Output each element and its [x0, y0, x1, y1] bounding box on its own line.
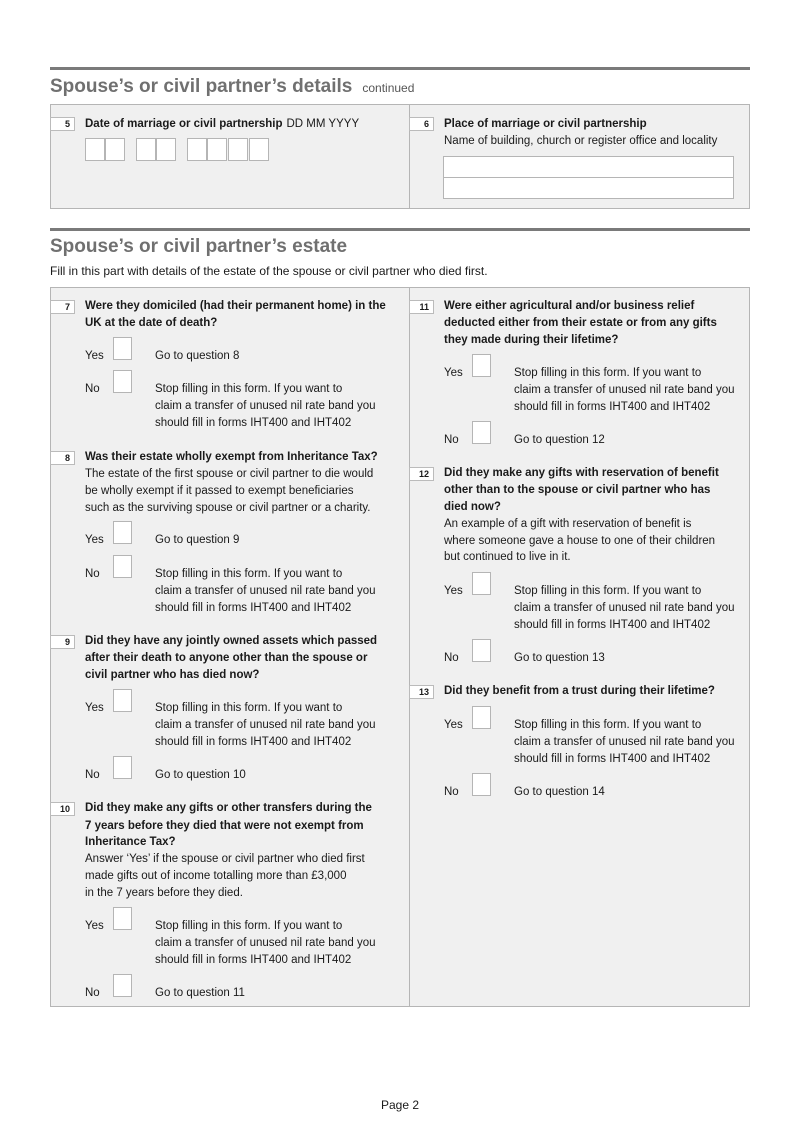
- q9-yes-instruction-1: Stop filling in this form. If you want to: [155, 702, 343, 714]
- q10-yes-instruction-3: should fill in forms IHT400 and IHT402: [155, 954, 352, 966]
- q12-sub-2: where someone gave a house to one of their children: [444, 535, 716, 547]
- no-label: No: [85, 383, 100, 395]
- date-day-digit-1[interactable]: [85, 138, 105, 161]
- question-number: 13: [409, 685, 434, 699]
- q6-sublabel: Name of building, church or register office and locality: [444, 135, 718, 147]
- q9-no-checkbox[interactable]: [113, 756, 132, 779]
- date-month-digit-1[interactable]: [136, 138, 156, 161]
- place-input-line-2[interactable]: [443, 177, 734, 199]
- q9-line-3: civil partner who has died now?: [85, 669, 260, 681]
- q13-no-checkbox[interactable]: [472, 773, 491, 796]
- no-label: No: [85, 769, 100, 781]
- q11-yes-instruction-2: claim a transfer of unused nil rate band you: [514, 384, 735, 396]
- question-number: 12: [409, 467, 434, 481]
- q9-line-2: after their death to anyone other than the spouse or: [85, 652, 368, 664]
- q5-label: [85, 116, 359, 133]
- q12-sub-1: An example of a gift with reservation of benefit is: [444, 518, 692, 530]
- question-number: 7: [50, 300, 75, 314]
- q12-no-instruction: Go to question 13: [514, 652, 605, 664]
- q10-sub-2: made gifts out of income totalling more than £3,000: [85, 870, 347, 882]
- q11-no-checkbox[interactable]: [472, 421, 491, 444]
- q8-sub-1: The estate of the first spouse or civil partner to die would: [85, 468, 374, 480]
- no-label: No: [85, 987, 100, 999]
- yes-label: Yes: [444, 719, 463, 731]
- q13-no-instruction: Go to question 14: [514, 786, 605, 798]
- no-label: No: [444, 434, 459, 446]
- q11-line-3: they made during their lifetime?: [444, 334, 619, 346]
- section-title-estate: Spouse’s or civil partner’s estate: [50, 236, 348, 257]
- no-label: No: [444, 786, 459, 798]
- q8-yes-checkbox[interactable]: [113, 521, 132, 544]
- q13-line-1: Did they benefit from a trust during their lifetime?: [444, 685, 715, 697]
- page-number: Page 2: [380, 1098, 420, 1112]
- q10-line-3: Inheritance Tax?: [85, 836, 176, 848]
- q9-yes-instruction-3: should fill in forms IHT400 and IHT402: [155, 736, 352, 748]
- date-format-hint: DD MM YYYY: [286, 118, 360, 130]
- yes-label: Yes: [85, 534, 104, 546]
- q7-yes-checkbox[interactable]: [113, 337, 132, 360]
- question-number: 11: [409, 300, 434, 314]
- question-number: 10: [50, 802, 75, 816]
- q10-line-2: 7 years before they died that were not exempt from: [85, 820, 364, 832]
- q8-line-1: Was their estate wholly exempt from Inheritance Tax?: [85, 451, 378, 463]
- no-label: No: [444, 652, 459, 664]
- q9-yes-checkbox[interactable]: [113, 689, 132, 712]
- q13-yes-instruction-1: Stop filling in this form. If you want to: [514, 719, 702, 731]
- q12-yes-instruction-1: Stop filling in this form. If you want to: [514, 585, 702, 597]
- q9-line-1: Did they have any jointly owned assets which passed: [85, 635, 378, 647]
- q7-no-instruction-1: Stop filling in this form. If you want to: [155, 383, 343, 395]
- q7-no-instruction-2: claim a transfer of unused nil rate band you: [155, 400, 376, 412]
- section-rule: [50, 67, 750, 70]
- q7-no-instruction-3: should fill in forms IHT400 and IHT402: [155, 417, 352, 429]
- date-day-digit-2[interactable]: [105, 138, 125, 161]
- q7-no-checkbox[interactable]: [113, 370, 132, 393]
- q11-yes-checkbox[interactable]: [472, 354, 491, 377]
- q8-no-instruction-3: should fill in forms IHT400 and IHT402: [155, 602, 352, 614]
- question-number: 6: [409, 117, 434, 131]
- q10-yes-checkbox[interactable]: [113, 907, 132, 930]
- q8-sub-3: such as the surviving spouse or civil partner or a charity.: [85, 502, 371, 514]
- q13-yes-instruction-3: should fill in forms IHT400 and IHT402: [514, 753, 711, 765]
- section-title-text: Spouse’s or civil partner’s details: [50, 76, 353, 97]
- date-year-digit-3[interactable]: [228, 138, 248, 161]
- q6-label: Place of marriage or civil partnership: [444, 118, 647, 130]
- q9-yes-instruction-2: claim a transfer of unused nil rate band you: [155, 719, 376, 731]
- q7-yes-instruction: Go to question 8: [155, 350, 240, 362]
- q7-line-2: UK at the date of death?: [85, 317, 218, 329]
- question-number: 9: [50, 635, 75, 649]
- q12-line-1: Did they make any gifts with reservation of benefit: [444, 467, 719, 479]
- place-input-line-1[interactable]: [443, 156, 734, 178]
- q12-sub-3: but continued to live in it.: [444, 551, 571, 563]
- date-year-digit-1[interactable]: [187, 138, 207, 161]
- section-title-details: [50, 76, 414, 98]
- q12-yes-instruction-2: claim a transfer of unused nil rate band you: [514, 602, 735, 614]
- section-intro: Fill in this part with details of the estate of the spouse or civil partner who died first.: [50, 264, 488, 278]
- q10-yes-instruction-2: claim a transfer of unused nil rate band you: [155, 937, 376, 949]
- q13-yes-checkbox[interactable]: [472, 706, 491, 729]
- yes-label: Yes: [85, 702, 104, 714]
- q9-no-instruction: Go to question 10: [155, 769, 246, 781]
- yes-label: Yes: [444, 585, 463, 597]
- q12-no-checkbox[interactable]: [472, 639, 491, 662]
- q11-yes-instruction-1: Stop filling in this form. If you want to: [514, 367, 702, 379]
- q8-no-instruction-1: Stop filling in this form. If you want to: [155, 568, 343, 580]
- panel-divider: [409, 288, 410, 1006]
- yes-label: Yes: [444, 367, 463, 379]
- q8-sub-2: be wholly exempt if it passed to exempt beneficiaries: [85, 485, 354, 497]
- date-month-digit-2[interactable]: [156, 138, 176, 161]
- q5-label-text: Date of marriage or civil partnership: [85, 118, 283, 130]
- section-rule: [50, 228, 750, 231]
- q10-no-checkbox[interactable]: [113, 974, 132, 997]
- yes-label: Yes: [85, 350, 104, 362]
- q11-line-1: Were either agricultural and/or business relief: [444, 300, 695, 312]
- q10-line-1: Did they make any gifts or other transfers during the: [85, 802, 372, 814]
- q12-line-2: other than to the spouse or civil partner who has: [444, 484, 711, 496]
- q11-yes-instruction-3: should fill in forms IHT400 and IHT402: [514, 401, 711, 413]
- date-year-digit-4[interactable]: [249, 138, 269, 161]
- no-label: No: [85, 568, 100, 580]
- date-year-digit-2[interactable]: [207, 138, 227, 161]
- q11-line-2: deducted either from their estate or from any gifts: [444, 317, 717, 329]
- q12-line-3: died now?: [444, 501, 501, 513]
- q7-line-1: Were they domiciled (had their permanent home) in the: [85, 300, 386, 312]
- q10-yes-instruction-1: Stop filling in this form. If you want to: [155, 920, 343, 932]
- q10-no-instruction: Go to question 11: [155, 987, 245, 999]
- q11-no-instruction: Go to question 12: [514, 434, 605, 446]
- q10-sub-3: in the 7 years before they died.: [85, 887, 243, 899]
- q12-yes-instruction-3: should fill in forms IHT400 and IHT402: [514, 619, 711, 631]
- continued-label: continued: [362, 81, 415, 95]
- yes-label: Yes: [85, 920, 104, 932]
- question-number: 5: [50, 117, 75, 131]
- q12-yes-checkbox[interactable]: [472, 572, 491, 595]
- q13-yes-instruction-2: claim a transfer of unused nil rate band you: [514, 736, 735, 748]
- q10-sub-1: Answer ‘Yes’ if the spouse or civil partner who died first: [85, 853, 365, 865]
- q8-no-checkbox[interactable]: [113, 555, 132, 578]
- question-number: 8: [50, 451, 75, 465]
- q8-no-instruction-2: claim a transfer of unused nil rate band you: [155, 585, 376, 597]
- q8-yes-instruction: Go to question 9: [155, 534, 240, 546]
